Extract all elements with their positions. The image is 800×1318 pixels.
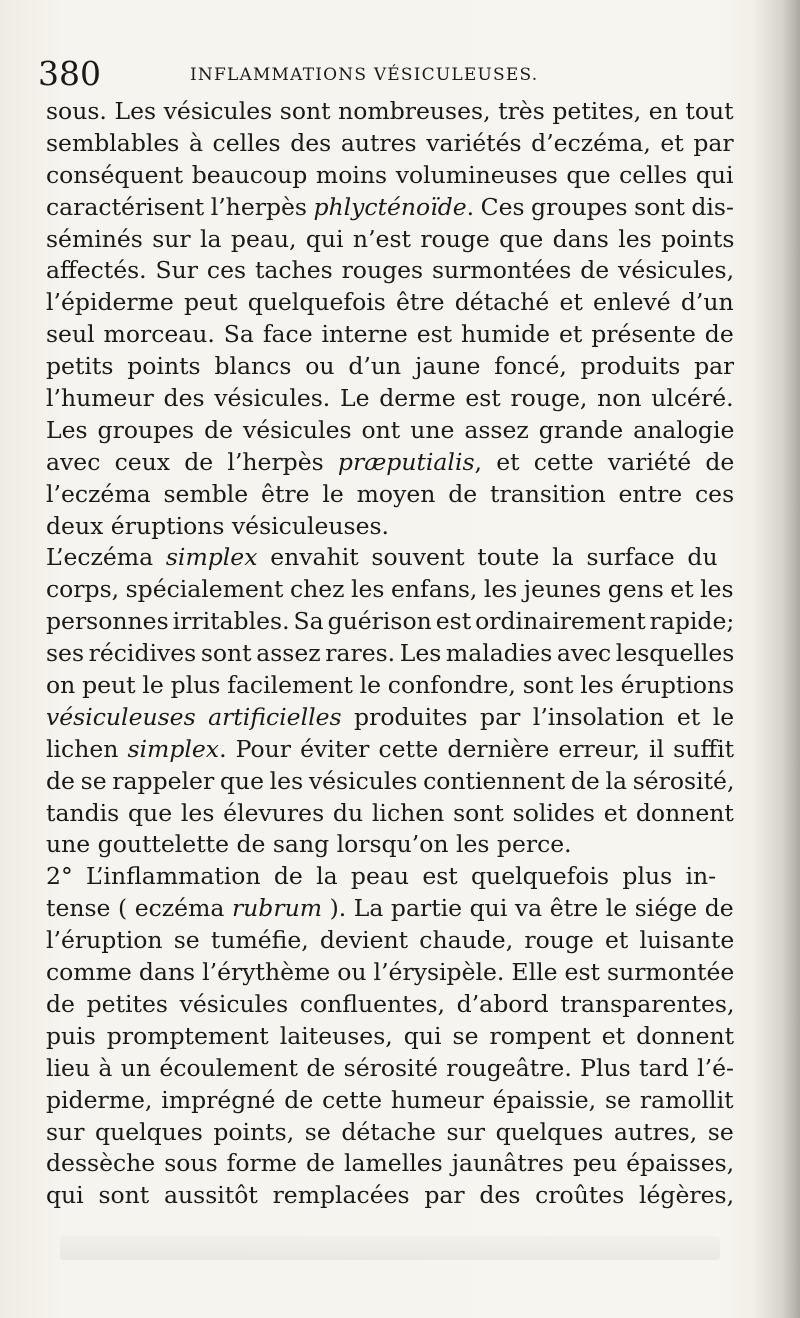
text-segment: semblables à celles des autres variétés d’eczéma, et par [46,128,734,157]
text-segment: 2° L’inflammation de la peau est quelquefois plus in- [46,862,717,891]
text-segment: on peut le plus facilement le confondre, sont les éruptions [46,671,734,700]
text-segment: Les groupes de vésicules ont une assez grande analogie [46,415,734,444]
text-segment: qui sont aussitôt remplacées par des croûtes légères, [46,1181,734,1210]
text-line [46,511,734,543]
text-segment: de se rappeler que les vésicules contiennent de la sérosité, [46,766,734,795]
text-line [46,160,734,192]
text-line [46,606,734,638]
text-line [46,1117,734,1149]
text-segment: tandis que les élevures du lichen sont solides et donnent [46,798,734,827]
text-line [46,1085,734,1117]
text-segment: . Pour éviter cette dernière erreur, il suffit [219,734,734,763]
text-line [46,447,734,479]
text-segment: l’humeur des vésicules. Le derme est rouge, non ulcéré. [46,384,734,413]
text-segment: l’épiderme peut quelquefois être détaché et enlevé d’un [46,288,734,317]
text-segment: L’eczéma [46,543,166,572]
text-segment: tense ( eczéma [46,894,232,923]
italic-segment: simplex [127,734,220,763]
italic-segment: vésiculeuses artificielles [46,702,342,731]
text-line [46,670,734,702]
text-line [46,128,734,160]
text-line [46,351,734,383]
text-line [46,829,734,861]
text-line [46,224,734,256]
text-line [46,766,734,798]
text-line [46,542,734,574]
italic-segment: rubrum [231,894,323,923]
text-line [46,734,734,766]
text-line [46,415,734,447]
text-line [46,798,734,830]
text-segment: l’éruption se tuméfie, devient chaude, rouge et luisante [46,926,734,955]
text-segment: seul morceau. Sa face interne est humide et présente de [46,320,734,349]
body-text [46,96,734,1212]
text-segment: l’eczéma semble être le moyen de transition entre ces [46,479,734,508]
text-segment: avec ceux de l’herpès [46,447,338,476]
text-segment: caractérisent l’herpès [46,192,314,221]
text-line [46,1148,734,1180]
text-segment: affectés. Sur ces taches rouges surmontées de vésicules, [46,256,734,285]
text-line [46,925,734,957]
text-segment: personnes irritables. Sa guérison est ordinairement rapide; [46,607,734,636]
text-line [46,96,734,128]
text-segment: une gouttelette de sang lorsqu’on les perce. [46,830,572,859]
text-segment: ). La partie qui va être le siége de [322,894,734,923]
text-line [46,479,734,511]
text-segment: comme dans l’érythème ou l’érysipèle. Elle est surmontée [46,958,734,987]
text-segment: séminés sur la peau, qui n’est rouge que dans les points [46,224,734,253]
page-header [38,52,738,96]
text-line [46,287,734,319]
text-segment: de petites vésicules confluentes, d’abord transparentes, [46,989,734,1018]
text-segment: conséquent beaucoup moins volumineuses que celles qui [46,160,734,189]
italic-segment: præputialis [337,447,475,476]
text-line [46,383,734,415]
text-segment: dessèche sous forme de lamelles jaunâtres peu épaisses, [46,1149,734,1178]
text-segment: deux éruptions vésiculeuses. [46,511,390,540]
text-line [46,255,734,287]
text-line [46,319,734,351]
text-line [46,989,734,1021]
text-line [46,861,734,893]
text-line [46,1180,734,1212]
text-segment: ses récidives sont assez rares. Les maladies avec lesquelles [46,639,734,668]
text-segment: lichen [46,734,128,763]
text-segment: sur quelques points, se détache sur quelques autres, se [46,1117,734,1146]
text-segment: piderme, imprégné de cette humeur épaissie, se ramollit [46,1085,734,1114]
text-line [46,1021,734,1053]
text-line [46,638,734,670]
text-segment: envahit souvent toute la surface du [257,543,718,572]
text-segment: sous. Les vésicules sont nombreuses, très petites, en tout [46,97,734,125]
text-line [46,893,734,925]
text-segment: puis promptement laiteuses, qui se rompent et donnent [46,1021,734,1050]
text-line [46,702,734,734]
text-segment: , et cette variété de [474,447,734,476]
bleed-through-shadow [60,1236,720,1260]
running-head: INFLAMMATIONS VÉSICULEUSES. [190,65,539,85]
italic-segment: phlycténoïde [313,192,467,221]
page-spine-shadow [754,0,800,1318]
text-line [46,957,734,989]
text-segment: petits points blancs ou d’un jaune foncé, produits par [46,352,734,381]
text-segment: produites par l’insolation et le [341,702,734,731]
text-segment: . Ces groupes sont dis- [466,192,734,221]
italic-segment: simplex [165,543,258,572]
text-line [46,1053,734,1085]
text-segment: lieu à un écoulement de sérosité rougeâtre. Plus tard l’é- [46,1053,734,1082]
page-number: 380 [38,54,101,93]
text-segment: corps, spécialement chez les enfans, les jeunes gens et les [46,575,734,604]
text-line [46,192,734,224]
text-line [46,574,734,606]
